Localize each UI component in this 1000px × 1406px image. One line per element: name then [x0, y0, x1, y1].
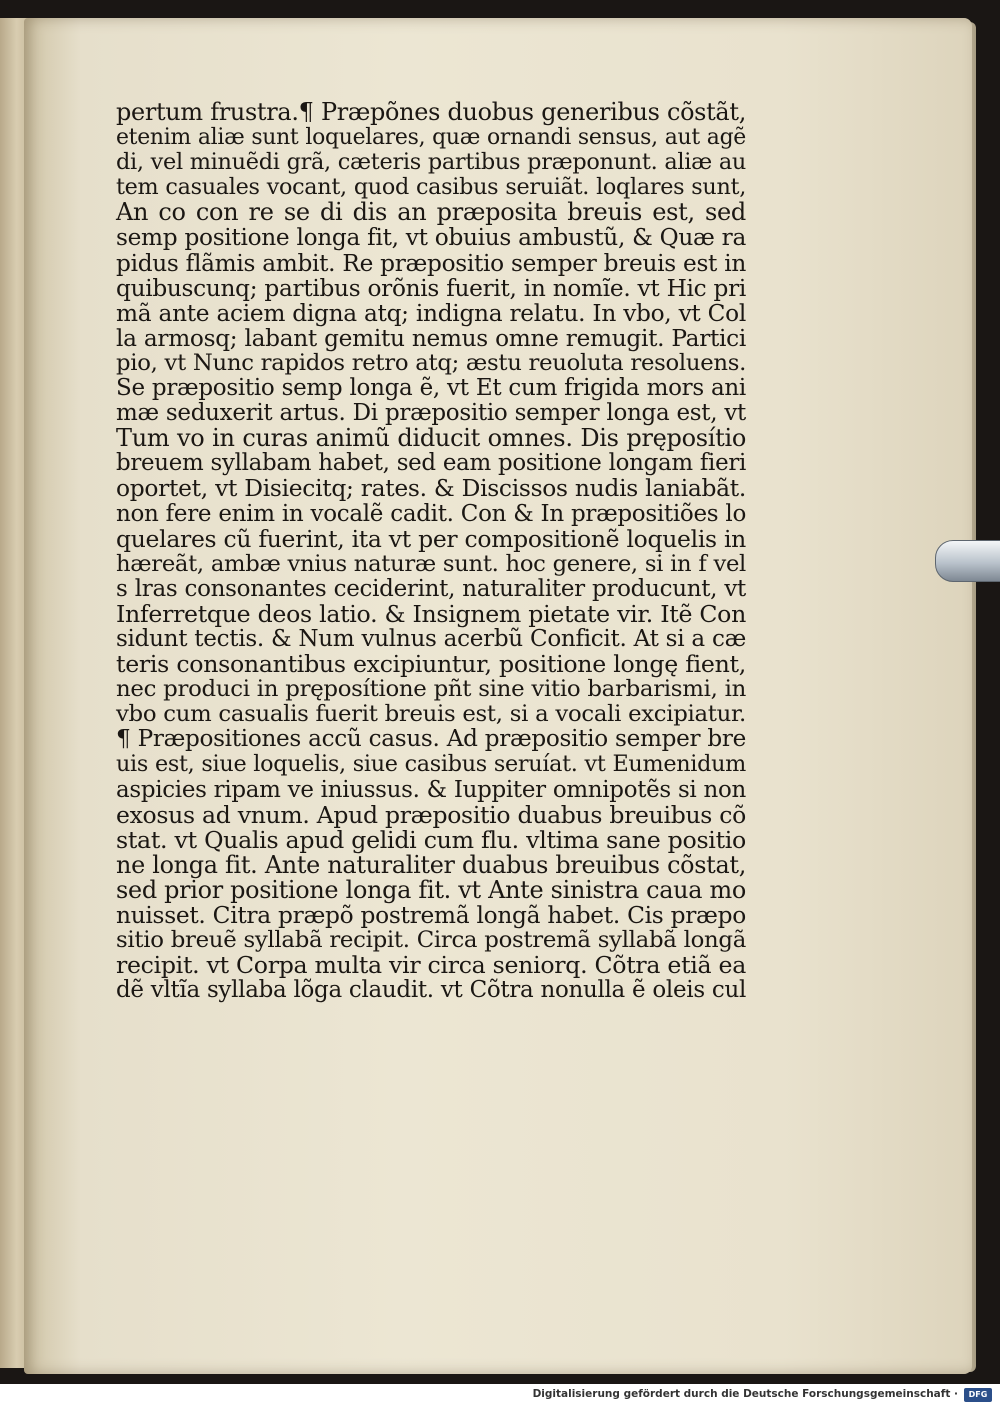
- text-line: ¶ Præpositiones accũ casus. Ad præpositio semper bre: [116, 726, 746, 753]
- text-line: Inferretque deos latio. & Insignem pietate vir. Itẽ Con: [116, 599, 746, 628]
- text-line: s lras consonantes ceciderint, naturaliter producunt, vt: [116, 575, 746, 602]
- text-line: breuem syllabam habet, sed eam positione longam fieri: [116, 450, 746, 477]
- text-line: di, vel minuẽdi grã, cæteris partibus præponunt. aliæ au: [116, 149, 746, 176]
- text-line: aspicies ripam ve iniussus. & Iuppiter omnipotẽs si non: [116, 776, 746, 803]
- text-line: semp positione longa fit, vt obuius ambustũ, & Quæ ra: [116, 224, 746, 252]
- text-line: hæreãt, ambæ vnius naturæ sunt. hoc genere, si in f vel: [116, 550, 746, 577]
- text-line: pidus flãmis ambit. Re præpositio semper breuis est in: [116, 249, 746, 277]
- page-clip: [935, 540, 1000, 582]
- text-line: quibuscunq; partibus orõnis fuerit, in nomĩe. vt Hic pri: [116, 274, 746, 302]
- text-line: teris consonantibus excipiuntur, positione longę fient,: [116, 650, 746, 679]
- text-line: uis est, siue loquelis, siue casibus seruíat. vt Eumenidum: [116, 751, 746, 778]
- text-line: la armosq; labant gemitu nemus omne remugit. Partici: [116, 324, 746, 352]
- text-line: stat. vt Qualis apud gelidi cum flu. vltima sane positio: [116, 825, 746, 854]
- dfg-logo: DFG: [964, 1388, 992, 1402]
- text-line: sitio breuẽ syllabã recipit. Circa postremã syllabã longã: [116, 927, 746, 954]
- text-line: Se præpositio semp longa ẽ, vt Et cum frigida mors ani: [116, 375, 746, 402]
- text-line: oportet, vt Disiecitq; rates. & Discissos nudis laniabãt.: [116, 474, 746, 503]
- text-line: sed prior positione longa fit. vt Ante sinistra caua mo: [116, 875, 746, 904]
- text-line: mæ seduxerit artus. Di præpositio semper longa est, vt: [116, 400, 746, 427]
- page-text: [116, 100, 746, 1003]
- text-line: An co con re se di dis an præposita breuis est, sed: [116, 198, 746, 227]
- text-line: sidunt tectis. & Num vulnus acerbũ Conficit. At si a cæ: [116, 625, 746, 652]
- text-line: nec produci in pręposítione pñt sine vitio barbarismi, in: [116, 676, 746, 703]
- text-line: Tum vo in curas animũ diducit omnes. Dis pręposítio: [116, 424, 746, 453]
- text-line: pio, vt Nunc rapidos retro atq; æstu reuoluta resoluens.: [116, 349, 746, 376]
- text-line: recipit. vt Corpa multa vir circa seniorq. Cõtra etiã ea: [116, 951, 746, 980]
- text-line: dẽ vltĩa syllaba lõga claudit. vt Cõtra nonulla ẽ oleis cul: [116, 977, 746, 1004]
- text-line: pertum frustra.¶ Præpõnes duobus generibus cõstãt,: [116, 98, 746, 126]
- text-line: exosus ad vnum. Apud præpositio duabus breuibus cõ: [116, 800, 746, 829]
- footer-credit: Digitalisierung gefördert durch die Deutsche Forschungsgemeinschaft ·: [532, 1388, 958, 1400]
- text-line: ne longa fit. Ante naturaliter duabus breuibus cõstat,: [116, 850, 746, 879]
- text-line: etenim aliæ sunt loquelares, quæ ornandi sensus, aut agẽ: [116, 125, 746, 151]
- text-line: tem casuales vocant, quod casibus seruiãt. loqlares sunt,: [116, 174, 746, 201]
- text-line: quelares cũ fuerint, ita vt per compositionẽ loquelis in: [116, 524, 746, 553]
- text-line: non fere enim in vocalẽ cadit. Con & In præpositiões lo: [116, 500, 746, 527]
- footer: [0, 1384, 1000, 1406]
- text-line: vbo cum casualis fuerit breuis est, si a vocali excipiatur.: [116, 701, 746, 728]
- text-line: nuisset. Citra præpõ postremã longã habet. Cis præpo: [116, 902, 746, 929]
- text-line: mã ante aciem digna atq; indigna relatu. In vbo, vt Col: [116, 299, 746, 327]
